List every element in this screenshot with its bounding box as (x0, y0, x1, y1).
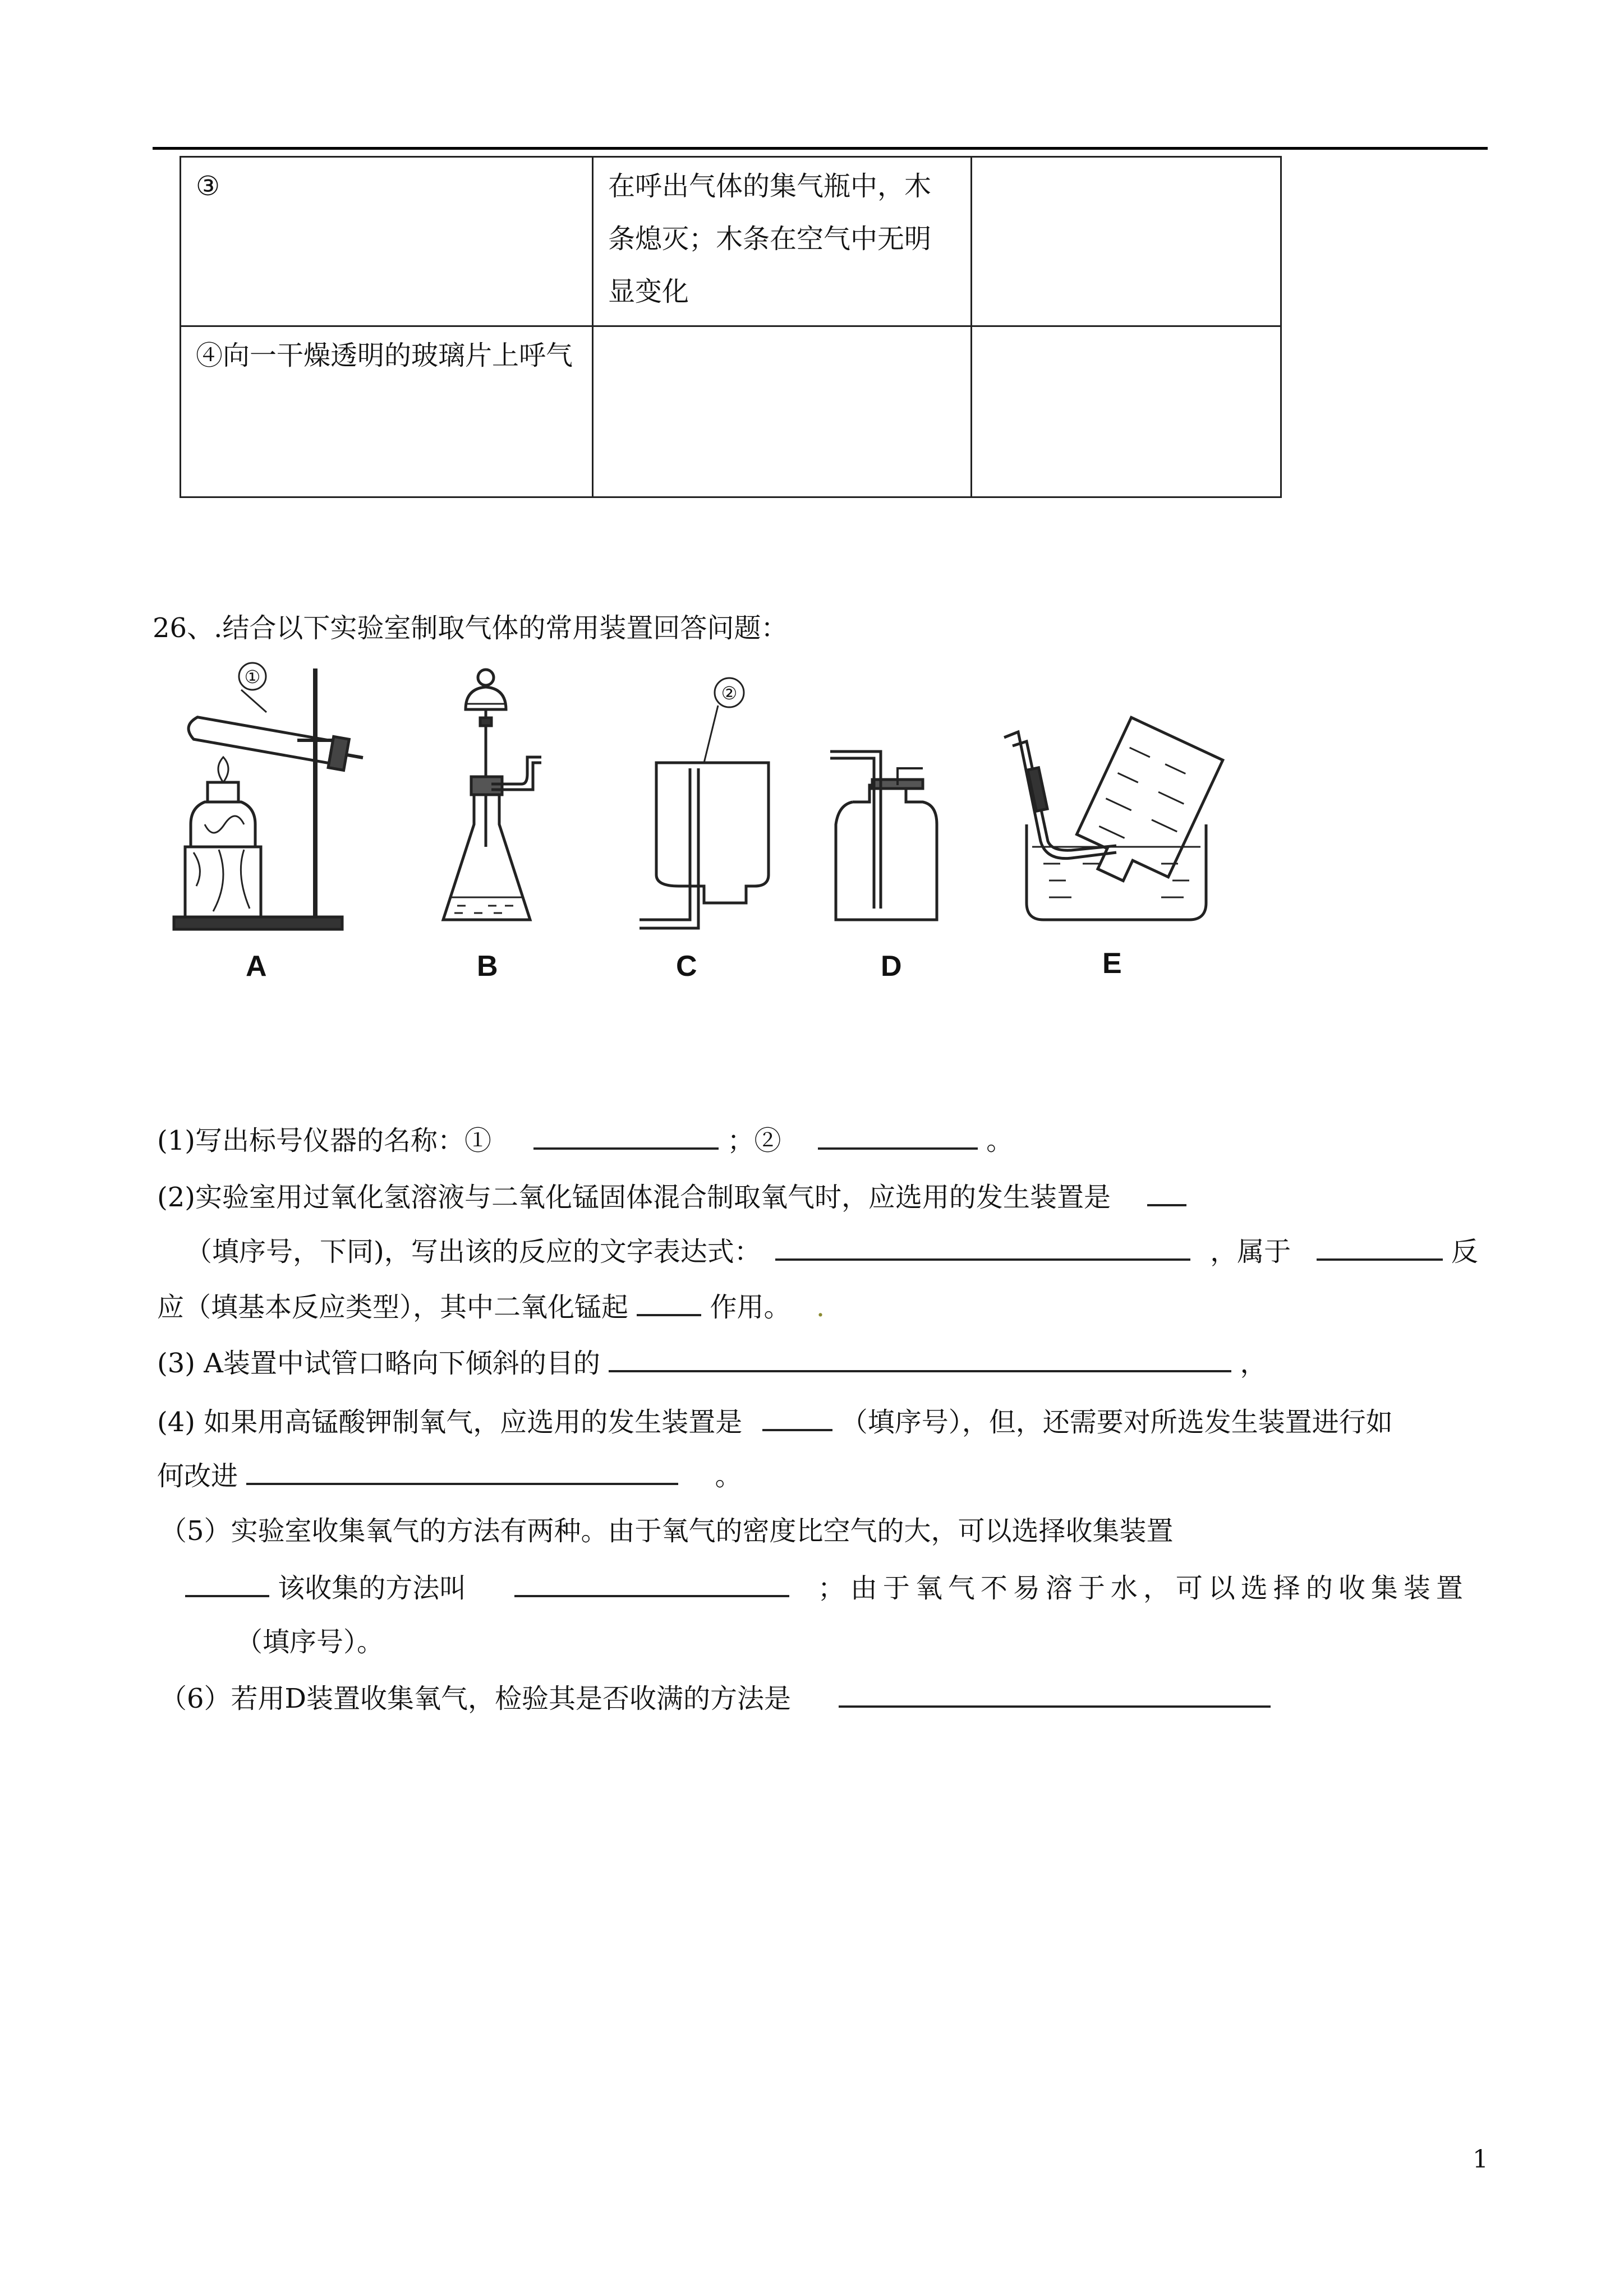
table-cell (972, 157, 1281, 326)
q5-label-b: 该收集的方法叫 (278, 1573, 467, 1604)
apparatus-figure (151, 656, 1279, 998)
answer-blank[interactable] (839, 1681, 1271, 1708)
figure-marker-2: ② (721, 683, 738, 704)
q2-label-d: 反 (1451, 1236, 1478, 1267)
q2-label-b: （填序号，下同)，写出该的反应的文字表达式： (185, 1236, 761, 1267)
figure-label-e: E (1102, 947, 1122, 980)
q1-label-a: (1)写出标号仪器的名称：① (157, 1125, 491, 1156)
q1-label-b: ；② (727, 1125, 781, 1156)
table-row (181, 326, 1281, 497)
header-rule (153, 147, 1488, 150)
q2-line-3 (157, 1289, 825, 1324)
answer-blank[interactable] (637, 1289, 701, 1316)
figure-label-d: D (881, 950, 902, 983)
q3-line (157, 1345, 1267, 1380)
q4-line-1 (157, 1404, 1393, 1439)
figure-label-b: B (477, 950, 498, 983)
answer-blank[interactable] (185, 1570, 269, 1597)
answer-blank[interactable] (775, 1234, 1190, 1261)
q4-label-a: (4) 如果用高锰酸钾制氧气，应选用的发生装置是 (157, 1407, 743, 1438)
table-cell (593, 326, 972, 497)
answer-blank[interactable] (762, 1404, 832, 1431)
table-cell: 在呼出气体的集气瓶中，木条熄灭；木条在空气中无明显变化 (593, 157, 972, 326)
q4-label-c: 何改进 (157, 1460, 238, 1492)
table-row (181, 157, 1281, 326)
answer-blank[interactable] (609, 1345, 1231, 1372)
figure-label-c: C (676, 950, 697, 983)
figure-marker-1: ① (244, 666, 261, 688)
question-title: 26、.结合以下实验室制取气体的常用装置回答问题： (153, 612, 788, 644)
stray-dot: . (816, 1292, 825, 1323)
q1-label-c: 。 (986, 1125, 1014, 1156)
q2-label-a: (2)实验室用过氧化氢溶液与二氧化锰固体混合制取氧气时，应选用的发生装置是 (157, 1182, 1111, 1213)
q2-label-f: 作用。 (710, 1292, 791, 1323)
q5-label-d: （填序号）。 (236, 1626, 384, 1658)
q5-line-3 (236, 1625, 384, 1659)
table-cell: ④向一干燥透明的玻璃片上呼气 (181, 326, 593, 497)
q5-label-a: （5）实验室收集氧气的方法有两种。由于氧气的密度比空气的大，可以选择收集装置 (160, 1515, 1174, 1547)
apparatus-e (1004, 717, 1223, 920)
q5-line-1 (160, 1514, 1174, 1548)
answer-blank[interactable] (818, 1123, 978, 1150)
q4-line-2 (157, 1458, 742, 1493)
answer-blank[interactable] (1317, 1234, 1443, 1261)
q4-label-b: （填序号），但，还需要对所选发生装置进行如 (840, 1407, 1393, 1438)
answer-blank[interactable] (1147, 1179, 1186, 1206)
apparatus-d (830, 751, 937, 920)
q5-label-c: ；由于氧气不易溶于水，可以选择的收集装置 (817, 1573, 1469, 1604)
q2-label-e: 应（填基本反应类型），其中二氧化锰起 (157, 1292, 629, 1323)
q6-label: （6）若用D装置收集氧气，检验其是否收满的方法是 (160, 1683, 792, 1714)
observation-table (180, 156, 1282, 498)
q2-label-c: ，属于 (1210, 1236, 1291, 1267)
q1-line (157, 1123, 1013, 1158)
q4-label-d: 。 (715, 1460, 742, 1492)
answer-blank[interactable] (533, 1123, 719, 1150)
page-number: 1 (1473, 2145, 1488, 2174)
apparatus-a (174, 663, 366, 929)
apparatus-b (443, 670, 541, 920)
q2-line-1 (157, 1179, 1186, 1214)
q5-line-2 (185, 1570, 1469, 1605)
table-cell (972, 326, 1281, 497)
apparatus-c (640, 678, 769, 928)
table-cell: ③ (181, 157, 593, 326)
answer-blank[interactable] (514, 1570, 789, 1597)
q6-line (160, 1681, 1271, 1716)
figure-label-a: A (246, 950, 267, 983)
answer-blank[interactable] (246, 1458, 678, 1485)
q3-label: (3) A装置中试管口略向下倾斜的目的 (157, 1348, 600, 1379)
q2-line-2 (185, 1234, 1478, 1269)
q3-end: ， (1240, 1348, 1267, 1379)
